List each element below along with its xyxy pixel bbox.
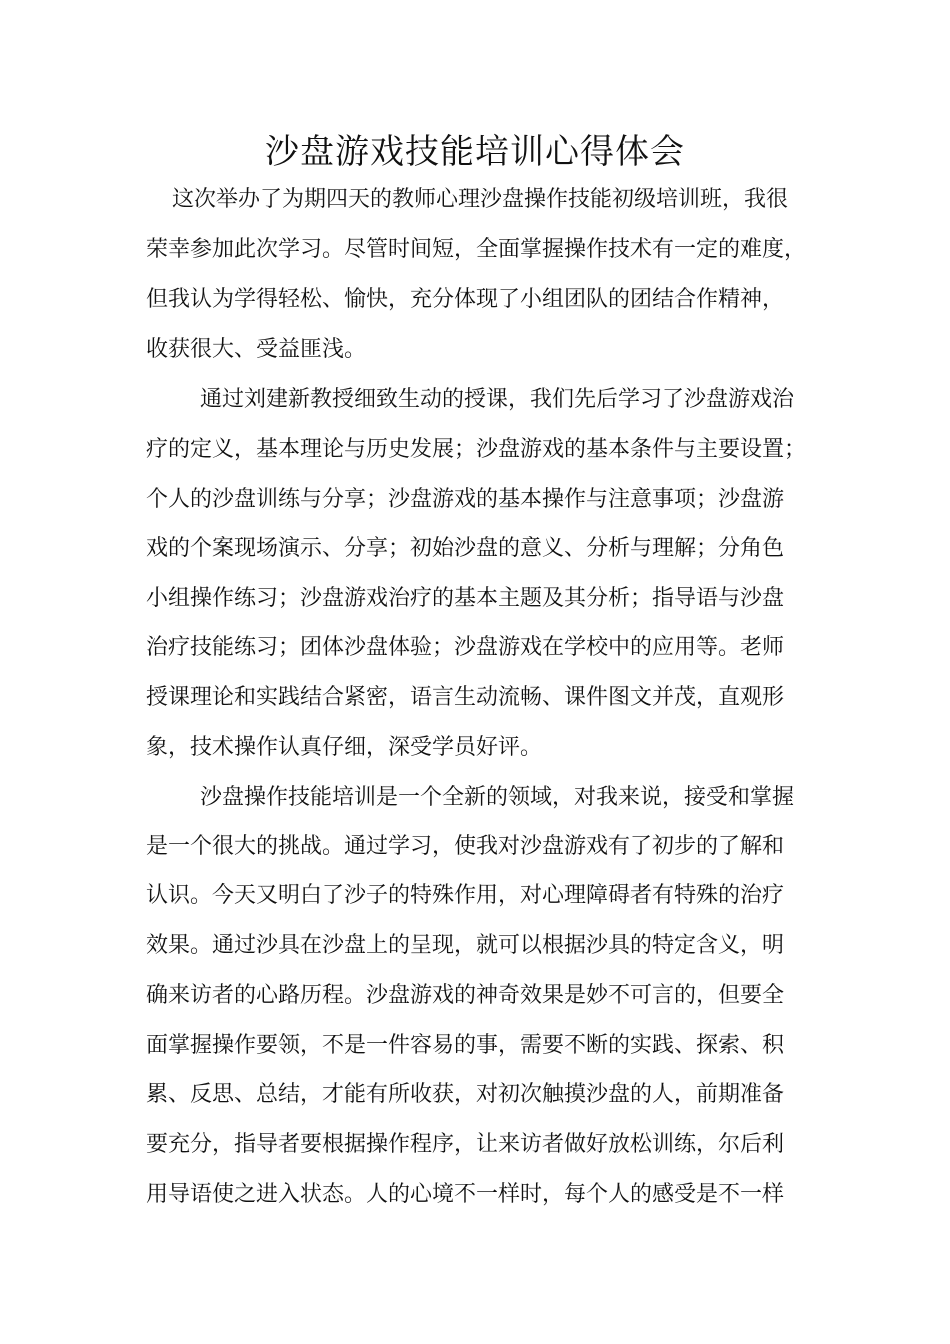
paragraph-3-line-5: 确来访者的心路历程。沙盘游戏的神奇效果是妙不可言的，但要全	[146, 983, 785, 1008]
paragraph-3-line-6: 面掌握操作要领，不是一件容易的事，需要不断的实践、探索、积	[146, 1033, 785, 1058]
paragraph-1-line-4: 收获很大、受益匪浅。	[146, 337, 367, 362]
paragraph-2-line-1: 通过刘建新教授细致生动的授课，我们先后学习了沙盘游戏治	[200, 387, 795, 412]
paragraph-2-line-3: 个人的沙盘训练与分享；沙盘游戏的基本操作与注意事项；沙盘游	[146, 487, 785, 512]
paragraph-2-line-6: 治疗技能练习；团体沙盘体验；沙盘游戏在学校中的应用等。老师	[146, 635, 785, 660]
document-title: 沙盘游戏技能培训心得体会	[265, 132, 685, 172]
paragraph-2-line-7: 授课理论和实践结合紧密，语言生动流畅、课件图文并茂，直观形	[146, 685, 785, 710]
paragraph-2-line-5: 小组操作练习；沙盘游戏治疗的基本主题及其分析；指导语与沙盘	[146, 586, 785, 611]
paragraph-2-line-2: 疗的定义，基本理论与历史发展；沙盘游戏的基本条件与主要设置；	[146, 437, 807, 462]
paragraph-1-line-3: 但我认为学得轻松、愉快，充分体现了小组团队的团结合作精神，	[146, 287, 785, 312]
paragraph-3-line-4: 效果。通过沙具在沙盘上的呈现，就可以根据沙具的特定含义，明	[146, 933, 785, 958]
paragraph-3-line-9: 用导语使之进入状态。人的心境不一样时，每个人的感受是不一样	[146, 1182, 785, 1207]
paragraph-2-line-4: 戏的个案现场演示、分享；初始沙盘的意义、分析与理解；分角色	[146, 536, 785, 561]
paragraph-3-line-1: 沙盘操作技能培训是一个全新的领域，对我来说，接受和掌握	[200, 785, 795, 810]
paragraph-3-line-7: 累、反思、总结，才能有所收获，对初次触摸沙盘的人，前期准备	[146, 1082, 785, 1107]
paragraph-3-line-8: 要充分，指导者要根据操作程序，让来访者做好放松训练，尔后利	[146, 1132, 785, 1157]
paragraph-3-line-3: 认识。今天又明白了沙子的特殊作用，对心理障碍者有特殊的治疗	[146, 883, 785, 908]
paragraph-1-line-2: 荣幸参加此次学习。尽管时间短，全面掌握操作技术有一定的难度，	[146, 237, 807, 262]
paragraph-1-line-1: 这次举办了为期四天的教师心理沙盘操作技能初级培训班，我很	[172, 187, 789, 212]
paragraph-2-line-8: 象，技术操作认真仔细，深受学员好评。	[146, 735, 543, 760]
paragraph-3-line-2: 是一个很大的挑战。通过学习，使我对沙盘游戏有了初步的了解和	[146, 834, 785, 859]
